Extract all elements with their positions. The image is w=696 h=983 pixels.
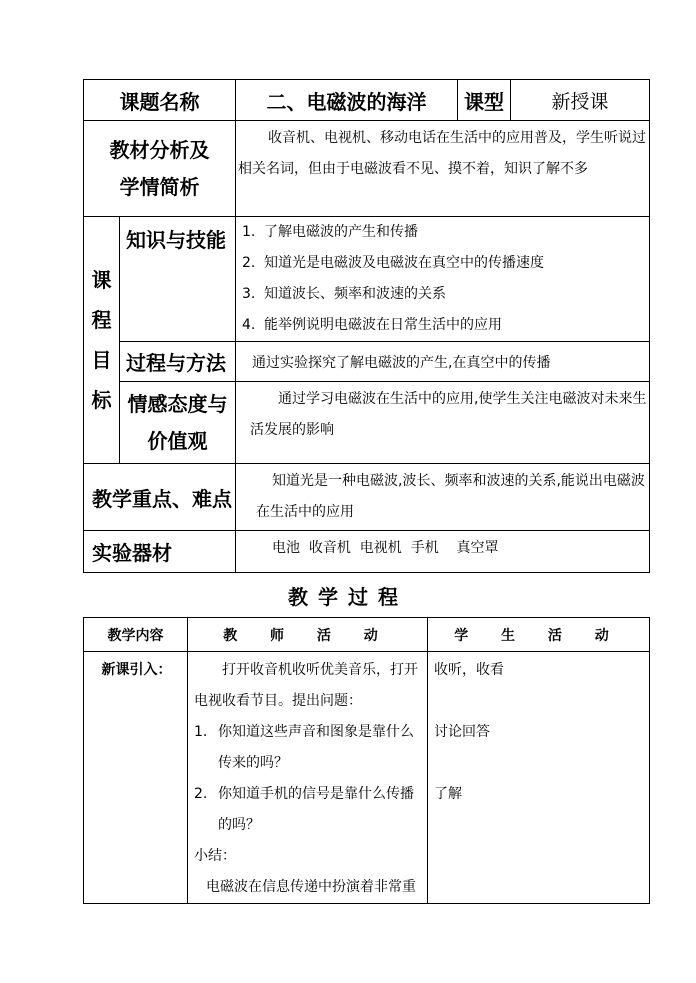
key-points-row bbox=[84, 464, 650, 531]
equipment-label: 实验器材 bbox=[84, 531, 236, 573]
process-row bbox=[84, 652, 650, 904]
goals-char-3: 目 bbox=[91, 348, 112, 372]
header-student: 学 生 活 动 bbox=[428, 618, 650, 652]
equipment-row bbox=[84, 531, 650, 573]
process-method-row bbox=[84, 342, 650, 382]
summary-label: 小结： bbox=[194, 848, 236, 864]
analysis-text: 收音机、电视机、移动电话在生活中的应用普及，学生听说过相关名词，但由于电磁波看不见、摸不着，知识了解不多 bbox=[236, 121, 650, 217]
topic-row bbox=[84, 80, 650, 121]
analysis-row bbox=[84, 121, 650, 217]
item-number: 1. bbox=[242, 224, 256, 240]
student-item: 了解 bbox=[434, 786, 462, 802]
knowledge-cell bbox=[236, 217, 650, 342]
item-text: 知道波长、频率和波速的关系 bbox=[264, 286, 446, 302]
item-text: 了解电磁波的产生和传播 bbox=[264, 224, 418, 240]
analysis-label bbox=[84, 121, 236, 217]
header-content: 教学内容 bbox=[84, 618, 188, 652]
item-text: 能举例说明电磁波在日常生活中的应用 bbox=[264, 317, 502, 333]
process-header-row bbox=[84, 618, 650, 652]
type-value: 新授课 bbox=[511, 80, 650, 121]
intro-label: 新课引入： bbox=[84, 652, 188, 904]
item-text: 你知道手机的信号是靠什么传播的吗？ bbox=[218, 786, 414, 833]
goals-label bbox=[84, 217, 120, 464]
list-item bbox=[242, 310, 649, 341]
emotion-text: 通过学习电磁波在生活中的应用,使学生关注电磁波对未来生活发展的影响 bbox=[236, 382, 650, 464]
student-item: 讨论回答 bbox=[434, 724, 490, 740]
goals-char-4: 标 bbox=[91, 388, 112, 412]
emotion-row bbox=[84, 382, 650, 464]
emotion-label-line1: 情感态度与 bbox=[127, 391, 228, 416]
list-item bbox=[242, 248, 649, 279]
header-teacher: 教 师 活 动 bbox=[188, 618, 428, 652]
teacher-activity bbox=[188, 652, 428, 904]
item-text: 知道光是电磁波及电磁波在真空中的传播速度 bbox=[264, 255, 544, 271]
key-points-text: 知道光是一种电磁波,波长、频率和波速的关系,能说出电磁波在生活中的应用 bbox=[236, 464, 650, 531]
topic-value: 二、电磁波的海洋 bbox=[236, 80, 458, 121]
process-method-text: 通过实验探究了解电磁波的产生,在真空中的传播 bbox=[236, 342, 650, 382]
goals-char-1: 课 bbox=[91, 268, 112, 292]
question-list bbox=[194, 717, 423, 841]
list-item bbox=[242, 217, 649, 248]
student-item: 收听，收看 bbox=[434, 662, 504, 678]
knowledge-row bbox=[84, 217, 650, 342]
item-text: 你知道这些声音和图象是靠什么传来的吗？ bbox=[218, 724, 414, 771]
item-number: 4. bbox=[242, 317, 256, 333]
item-number: 1. bbox=[194, 724, 208, 740]
topic-label: 课题名称 bbox=[84, 80, 236, 121]
emotion-label bbox=[120, 382, 236, 464]
list-item bbox=[194, 717, 423, 779]
teacher-lead: 打开收音机收听优美音乐，打开电视收看节目。提出问题： bbox=[194, 662, 418, 709]
equipment-text: 电池 收音机 电视机 手机 真空罩 bbox=[236, 531, 650, 573]
item-number: 3. bbox=[242, 286, 256, 302]
emotion-label-line2: 价值观 bbox=[147, 428, 208, 453]
knowledge-label: 知识与技能 bbox=[120, 217, 236, 342]
item-number: 2. bbox=[242, 255, 256, 271]
student-activity bbox=[428, 652, 650, 904]
lesson-info-table bbox=[83, 79, 650, 573]
list-item bbox=[242, 279, 649, 310]
analysis-label-line1: 教材分析及 bbox=[109, 137, 210, 162]
item-number: 2. bbox=[194, 786, 208, 802]
goals-char-2: 程 bbox=[91, 308, 112, 332]
summary-text: 电磁波在信息传递中扮演着非常重 bbox=[206, 879, 416, 895]
teaching-process-table bbox=[83, 617, 650, 904]
type-label: 课型 bbox=[458, 80, 511, 121]
key-points-label: 教学重点、难点 bbox=[84, 464, 236, 531]
list-item bbox=[194, 779, 423, 841]
process-method-label: 过程与方法 bbox=[120, 342, 236, 382]
process-section-title: 教学过程 bbox=[288, 585, 408, 609]
knowledge-list bbox=[236, 217, 649, 341]
analysis-label-line2: 学情简析 bbox=[119, 174, 200, 199]
